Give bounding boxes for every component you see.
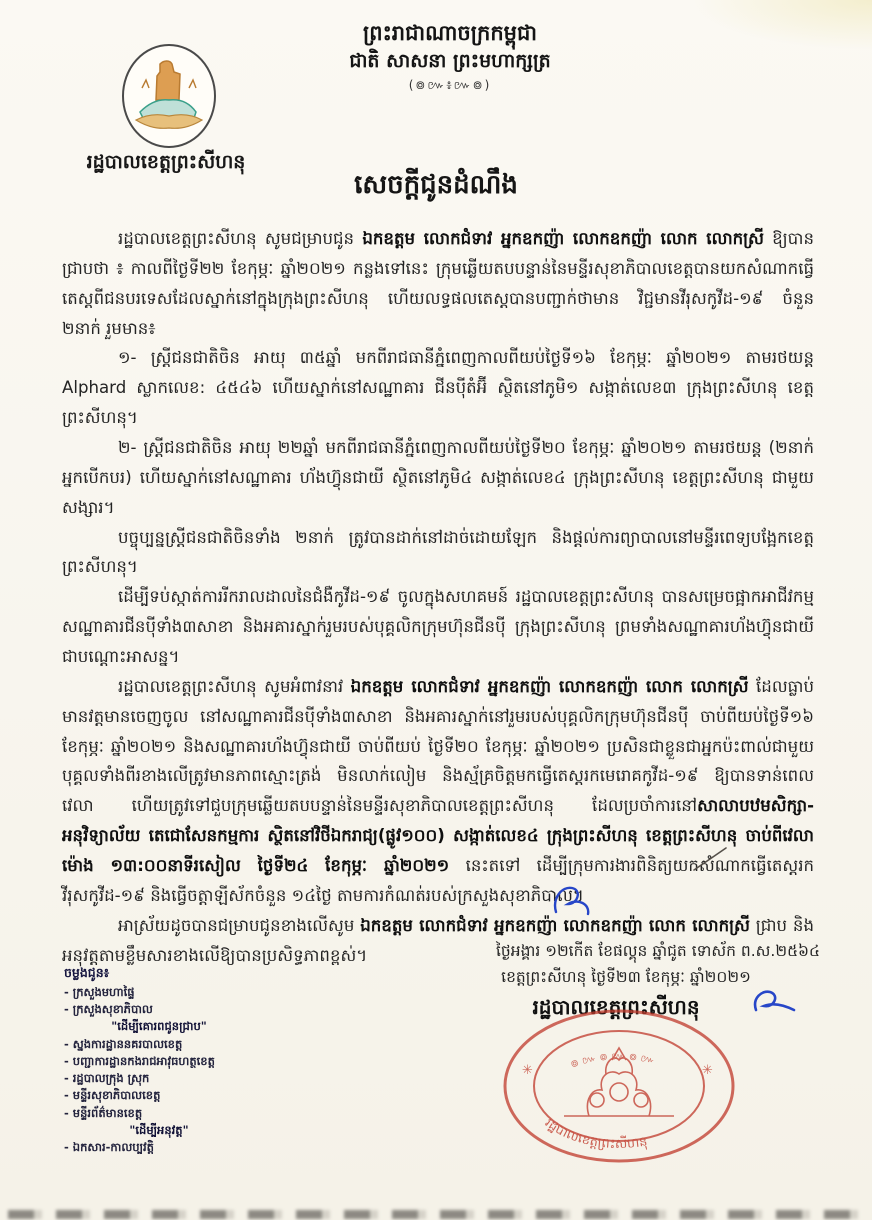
svg-text:រដ្ឋបាលខេត្តព្រះសីហនុ <box>542 1116 649 1153</box>
honorifics-bold: ឯកឧត្តម លោកជំទាវ អ្នកឧកញ៉ា លោកឧកញ៉ា លោក លោកស្រី <box>362 229 764 248</box>
cc-item: - មន្ទីរព័ត៌មានខេត្ត <box>64 1105 143 1120</box>
pen-mark-icon <box>548 878 594 922</box>
paragraph-closure-decision: ដើម្បីទប់ស្កាត់ការរីករាលដាលនៃជំងឺកូវីដ-១៩ ចូលក្នុងសហគមន៍ រដ្ឋបាលខេត្តព្រះសីហនុ បានសម្រេចផ្អាកអាជីវកម្មសណ្ឋាគារជីនប៉ីទាំង៣សាខា និងអគារស្នាក់រួមរបស់បុគ្គលិកក្រុមហ៊ុនជីនប៉ី ក្រុងព្រះសីហនុ ព្រមទាំងសណ្ឋាគារហ័ងហ៊្វុនជាយី ជាបណ្តោះអាសន្ន។ <box>62 587 814 667</box>
motto-line: ជាតិ សាសនា ព្រះមហាក្សត្រ <box>349 50 551 73</box>
svg-text:✳: ✳ <box>702 1063 713 1078</box>
kingdom-line: ព្រះរាជាណាចក្រកម្ពុជា <box>362 21 537 45</box>
provincial-emblem-icon <box>116 42 222 154</box>
cc-item: - មន្ទីរសុខាភិបាលខេត្ត <box>64 1088 161 1103</box>
lunar-date: ថ្ងៃអង្គារ ១២កើត ខែផល្គុន ឆ្នាំជូត ទោស័ក ព.ស.២៥៦៤ <box>496 942 820 960</box>
cc-item: - ឯកសារ-កាលប្បវត្តិ <box>64 1140 154 1154</box>
signing-authority: រដ្ឋបាលខេត្តព្រះសីហនុ <box>366 994 826 1024</box>
cc-note: "ដើម្បីគោរពជូនជ្រាប" <box>111 1019 207 1034</box>
cc-item: - ក្រសួងមហាផ្ទៃ <box>64 984 135 999</box>
paragraph-closing: អាស្រ័យដូចបានជម្រាបជូនខាងលើសូម ឯកឧត្តម លោកជំទាវ អ្នកឧកញ៉ា លោកឧកញ៉ា លោក លោកស្រី ជ្រាប និងអនុវត្តតាមខ្លឹមសារខាងលើឱ្យបានប្រសិទ្ធភាពខ្ពស់។ <box>62 915 814 965</box>
pen-slash-icon <box>690 846 730 872</box>
scan-tint-artifact <box>692 0 872 50</box>
cc-item: - ស្នងការដ្ឋាននគរបាលខេត្ត <box>64 1036 183 1051</box>
honorifics-bold: ឯកឧត្តម លោកជំទាវ អ្នកឧកញ៉ា លោកឧកញ៉ា លោក លោកស្រី <box>360 915 750 935</box>
signature-initial-icon <box>746 986 798 1020</box>
kingdom-header <box>280 18 620 95</box>
svg-text:✳: ✳ <box>522 1063 533 1078</box>
paragraph-case-1: ១- ស្ត្រីជនជាតិចិន អាយុ ៣៥ឆ្នាំ មកពីរាជធានីភ្នំពេញកាលពីយប់ថ្ងៃទី១៦ ខែកុម្ភៈ ឆ្នាំ២០២១ តាមរថយន្ត Alphard ស្លាកលេខ: ៤៥៤៦ ហើយស្នាក់នៅសណ្ឋាគារ ជីនប៉ីតំអ៊ី ស្ថិតនៅភូមិ១ សង្កាត់លេខ៣ ក្រុងព្រះសីហនុ ខេត្តព្រះសីហនុ។ <box>62 348 814 428</box>
cc-heading: ចម្លងជូន៖ <box>64 965 110 980</box>
cc-item: - ក្រសួងសុខាភិបាល <box>64 1002 153 1016</box>
scan-bottom-artifact <box>8 1210 864 1219</box>
cc-item: - បញ្ជាការដ្ឋានកងរាជអាវុធហត្ថខេត្ត <box>64 1053 215 1068</box>
document-title: សេចក្តីជូនដំណឹង <box>354 170 518 200</box>
honorifics-bold: ឯកឧត្តម លោកជំទាវ អ្នកឧកញ៉ា លោកឧកញ៉ា លោក លោកស្រី <box>350 676 749 696</box>
paragraph-case-2: ២- ស្ត្រីជនជាតិចិន អាយុ ២២ឆ្នាំ មកពីរាជធានីភ្នំពេញកាលពីយប់ថ្ងៃទី២០ ខែកុម្ភៈ ឆ្នាំ២០២១ តាមរថយន្ត (២នាក់ អ្នកបើកបរ) ហើយស្នាក់នៅសណ្ឋាគារ ហ័ងហ៊្វុនជាយី ស្ថិតនៅភូមិ៤ សង្កាត់លេខ៤ ក្រុងព្រះសីហនុ ខេត្តព្រះសីហនុ ជាមួយសង្សារ។ <box>62 438 814 517</box>
paragraph-intro: រដ្ឋបាលខេត្តព្រះសីហនុ សូមជម្រាបជូន ឯកឧត្តម លោកជំទាវ អ្នកឧកញ៉ា លោកឧកញ៉ា លោក លោកស្រី ឱ្យបានជ្រាបថា ៖ កាលពីថ្ងៃទី២២ ខែកុម្ភៈ ឆ្នាំ២០២១ កន្លងទៅនេះ ក្រុមឆ្លើយតបបន្ទាន់នៃមន្ទីរសុខាភិបាលខេត្តបានយកសំណាកធ្វើតេស្តពីជនបរទេសដែលស្នាក់នៅក្នុងក្រុងព្រះសីហនុ ហើយលទ្ធផលតេស្តបានបញ្ជាក់ថាមាន វិជ្ជមានវីរុសកូវីដ-១៩ ចំនួន ២នាក់ រួមមាន៖ <box>62 229 814 338</box>
svg-text:៙ ៚ ៙ ៚ ៙ ៚: ៙ ៚ ៙ ៚ ៙ ៚ <box>569 1051 656 1071</box>
cc-item: - រដ្ឋបាលក្រុង ស្រុក <box>64 1071 150 1085</box>
cc-note: "ដើម្បីអនុវត្ត" <box>129 1122 189 1137</box>
paragraph-appeal: រដ្ឋបាលខេត្តព្រះសីហនុ សូមអំពាវនាវ ឯកឧត្តម លោកជំទាវ អ្នកឧកញ៉ា លោកឧកញ៉ា លោក លោកស្រី ដែលធ្លាប់មានវត្តមានចេញចូល នៅសណ្ឋាគារជីនប៉ីទាំង៣សាខា និងអគារស្នាក់នៅរួមរបស់បុគ្គលិកក្រុមហ៊ុនជីនប៉ី ចាប់ពីយប់ថ្ងៃទី១៦ ខែកុម្ភៈ ឆ្នាំ២០២១ និងសណ្ឋាគារហ័ងហ៊្វុនជាយី ចាប់ពីយប់ ថ្ងៃទី២០ ខែកុម្ភៈ ឆ្នាំ២០២១ ប្រសិនជាខ្លួនជាអ្នកប៉ះពាល់ជាមួយបុគ្គលទាំងពីរខាងលើត្រូវមានភាពស្មោះត្រង់ មិនលាក់លៀម និងស្ម័គ្រចិត្តមកធ្វើតេស្តរកមេរោគកូវីដ-១៩ ឱ្យបានទាន់ពេលវេលា ហើយត្រូវទៅជួបក្រុមឆ្លើយតបបន្ទាន់នៃមន្ទីរសុខាភិបាលខេត្តព្រះសីហនុ ដែលប្រចាំការនៅសាលាបឋមសិក្សា-អនុវិទ្យាល័យ តេជោសែនកម្មការ ស្ថិតនៅវិថីឯករាជ្យ(ផ្លូវ១០០) សង្កាត់លេខ៤ ក្រុងព្រះសីហនុ ខេត្តព្រះសីហនុ ចាប់ពីវេលាម៉ោង ១៣:០០នាទីរសៀល ថ្ងៃទី២៤ ខែកុម្ភៈ ឆ្នាំ២០២១ នេះតទៅ ដើម្បីក្រុមការងារពិនិត្យយកសំណាកធ្វើតេស្តរកវីរុសកូវីដ-១៩ និងធ្វើចត្តាឡីស័កចំនួន ១៤ថ្ងៃ តាមការកំណត់របស់ក្រសួងសុខាភិបាល។ <box>62 676 814 905</box>
header-ornament: (៙៚៖៚៙) <box>408 78 492 93</box>
cc-block <box>64 964 304 1156</box>
official-red-stamp <box>494 1004 744 1168</box>
org-name: រដ្ឋបាលខេត្តព្រះសីហនុ <box>86 151 246 173</box>
solar-date: ខេត្តព្រះសីហនុ ថ្ងៃទី២៣ ខែកុម្ភៈ ឆ្នាំ២០២១ <box>501 968 751 986</box>
stamp-ring-text: រដ្ឋបាលខេត្តព្រះសីហនុ <box>541 1115 649 1153</box>
paragraph-current-status: បច្ចុប្បន្នស្ត្រីជនជាតិចិនទាំង ២នាក់ ត្រូវបានដាក់នៅដាច់ដោយឡែក និងផ្តល់ការព្យាបាលនៅមន្ទីរពេទ្យបង្អែកខេត្តព្រះសីហនុ។ <box>62 527 814 577</box>
testing-site-bold: សាលាបឋមសិក្សា-អនុវិទ្យាល័យ តេជោសែនកម្មការ ស្ថិតនៅវិថីឯករាជ្យ(ផ្លូវ១០០) សង្កាត់លេខ៤ ក្រុងព្រះសីហនុ ខេត្តព្រះសីហនុ ចាប់ពីវេលាម៉ោង ១៣:០០នាទីរសៀល ថ្ងៃទី២៤ ខែកុម្ភៈ ឆ្នាំ២០២១ <box>62 796 814 876</box>
